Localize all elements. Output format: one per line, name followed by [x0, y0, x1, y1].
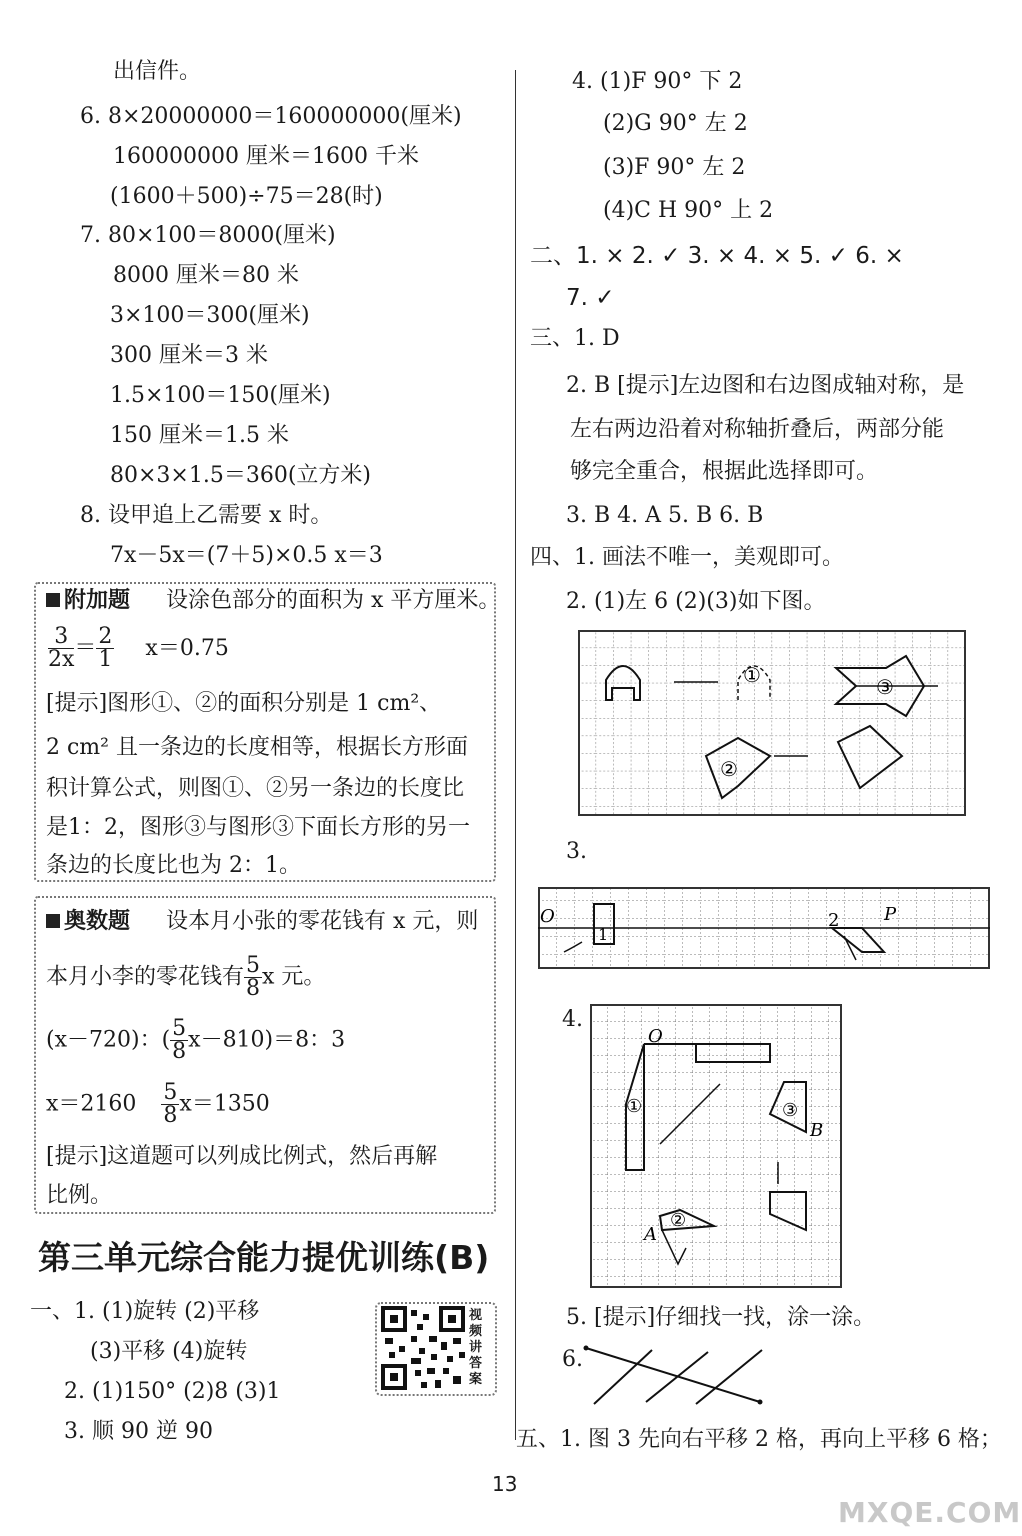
label-circle-2: ②: [670, 1210, 687, 1231]
label-circle-1: ①: [626, 1096, 643, 1117]
label-circle-1: ①: [743, 663, 761, 687]
label-p: P: [884, 904, 897, 925]
label-a: A: [644, 1224, 657, 1245]
text-line: 80×3×1.5＝360(立方米): [110, 463, 372, 488]
equation: 7x－5x＝(7＋5)×0.5 x＝3: [110, 543, 383, 568]
olympiad-equation: (x－720)：( $\frac{5}{8}$ x－810)＝8：3: [46, 1016, 346, 1064]
column-divider: [515, 70, 516, 1440]
answer-line: 3.: [566, 839, 587, 864]
label-o: O: [540, 906, 555, 927]
answer-line: 4.: [562, 1007, 583, 1032]
section-title: 第三单元综合能力提优训练(B): [38, 1238, 490, 1277]
bonus-statement: 设涂色部分的面积为 x 平方厘米。: [166, 588, 501, 613]
text-line: 150 厘米＝1.5 米: [110, 423, 289, 448]
line-figure-6: [580, 1340, 790, 1410]
olympiad-solution: x＝2160 $\frac{5}{8}$ x＝1350: [46, 1080, 270, 1128]
qr-code-box[interactable]: [375, 1302, 497, 1396]
grid-figure-3: [538, 882, 990, 980]
answer-line: (3)平移 (4)旋转: [90, 1339, 248, 1364]
answer-line: 5. [提示]仔细找一找，涂一涂。: [566, 1305, 876, 1330]
label-o: O: [648, 1026, 663, 1047]
olympiad-heading: 奥数题: [46, 908, 130, 936]
text-line: 出信件。: [113, 59, 202, 84]
answer-6: 6. 8×20000000＝160000000(厘米): [80, 104, 462, 129]
label-circle-3: ③: [782, 1100, 799, 1121]
page-number: 13: [492, 1472, 518, 1496]
bonus-proportion: $\frac{3}{2x}$ ＝ $\frac{2}{1}$ x＝0.75: [48, 624, 229, 672]
bonus-hint: 积计算公式，则图①、②另一条边的长度比: [46, 776, 465, 801]
answer-line: 3. 顺 90 逆 90: [64, 1419, 213, 1444]
text-line: (1600＋500)÷75＝28(时): [110, 184, 383, 209]
watermark: MXQE.COM: [838, 1496, 1022, 1529]
answer-line: (3)F 90° 左 2: [603, 155, 746, 180]
olympiad-statement: 本月小李的零花钱有 $\frac{5}{8}$ x 元。: [46, 953, 326, 1001]
olympiad-hint: [提示]这道题可以列成比例式，然后再解: [46, 1144, 438, 1169]
label-circle-3: ③: [876, 675, 894, 699]
bonus-hint: 条边的长度比也为 2：1。: [46, 853, 301, 878]
answer-line: 7. ✓: [566, 285, 615, 311]
answer-line: 五、1. 图 3 先向右平移 2 格，再向上平移 6 格；: [516, 1427, 1002, 1452]
answer-line: 6.: [562, 1347, 583, 1372]
bonus-heading: 附加题: [46, 587, 130, 615]
answer-line: (4)C H 90° 上 2: [603, 198, 774, 223]
answer-line: 一、1. (1)旋转 (2)平移: [30, 1299, 260, 1324]
text-line: 1.5×100＝150(厘米): [110, 383, 331, 408]
grid-figure-2: [578, 630, 966, 816]
text-line: 8000 厘米＝80 米: [113, 263, 299, 288]
answer-line: 四、1. 画法不唯一，美观即可。: [530, 545, 844, 570]
label-1: 1: [598, 925, 609, 944]
answer-line: 二、1. × 2. ✓ 3. × 4. × 5. ✓ 6. ×: [530, 243, 904, 269]
answer-line: 够完全重合，根据此选择即可。: [570, 459, 879, 484]
text-line: 300 厘米＝3 米: [110, 343, 268, 368]
olympiad-hint: 比例。: [46, 1183, 113, 1208]
answer-line: (2)G 90° 左 2: [603, 111, 748, 136]
answer-7: 7. 80×100＝8000(厘米): [80, 223, 336, 248]
bonus-hint: [提示]图形①、②的面积分别是 1 cm²、: [46, 691, 442, 716]
text-line: 160000000 厘米＝1600 千米: [113, 144, 419, 169]
answer-line: 2. B [提示]左边图和右边图成轴对称，是: [566, 373, 965, 398]
olympiad-statement: 设本月小张的零花钱有 x 元，则: [166, 909, 479, 934]
bonus-hint: 2 cm² 且一条边的长度相等，根据长方形面: [46, 735, 468, 760]
answer-line: 左右两边沿着对称轴折叠后，两部分能: [570, 417, 945, 442]
answer-line: 2. (1)150° (2)8 (3)1: [64, 1379, 281, 1404]
answer-8: 8. 设甲追上乙需要 x 时。: [80, 503, 333, 528]
qr-label: 视频讲答案: [469, 1308, 483, 1387]
grid-figure-4: [590, 1004, 842, 1288]
text-line: 3×100＝300(厘米): [110, 303, 310, 328]
label-b: B: [810, 1120, 824, 1141]
answer-line: 三、1. D: [530, 326, 620, 351]
label-2: 2: [828, 910, 840, 931]
answer-line: 2. (1)左 6 (2)(3)如下图。: [566, 589, 826, 614]
answer-line: 4. (1)F 90° 下 2: [572, 69, 743, 94]
bonus-hint: 是1：2，图形③与图形③下面长方形的另一: [46, 815, 470, 840]
label-circle-2: ②: [720, 757, 738, 781]
answer-line: 3. B 4. A 5. B 6. B: [566, 503, 764, 528]
qr-code-icon: [381, 1306, 467, 1392]
